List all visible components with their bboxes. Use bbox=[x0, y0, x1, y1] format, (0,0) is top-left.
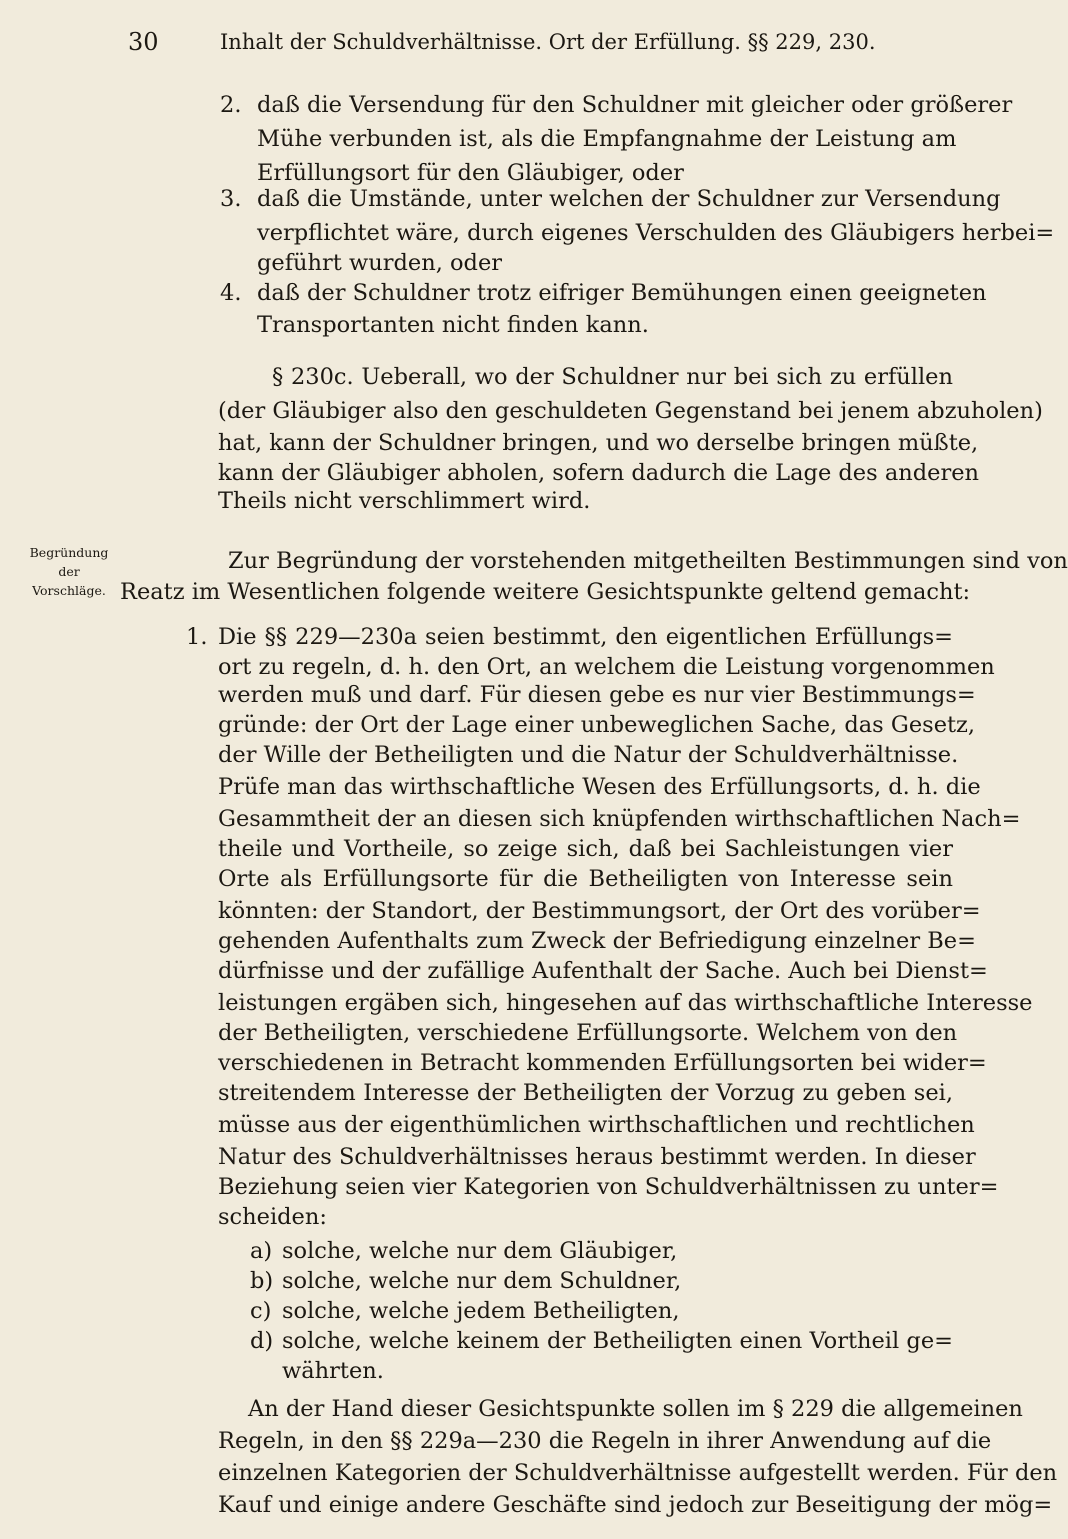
text-line: verpflichtet wäre, durch eigenes Verschulden des Gläubigers herbei= bbox=[257, 220, 1055, 246]
text-line: scheiden: bbox=[218, 1204, 327, 1230]
text-line: daß die Umstände, unter welchen der Schuldner zur Versendung bbox=[257, 186, 1001, 212]
text-line: kann der Gläubiger abholen, sofern dadurch die Lage des anderen bbox=[218, 460, 980, 486]
list-number: 2. bbox=[220, 92, 242, 118]
section-230c-heading-line: § 230c. Ueberall, wo der Schuldner nur bei sich zu erfüllen bbox=[272, 364, 953, 390]
category-letter: d) bbox=[250, 1328, 274, 1354]
page-header bbox=[128, 24, 876, 64]
category-line: solche, welche nur dem Gläubiger, bbox=[282, 1238, 678, 1264]
running-title: Inhalt der Schuldverhältnisse. Ort der Erfüllung. §§ 229, 230. bbox=[220, 30, 876, 54]
text-line: Kauf und einige andere Geschäfte sind jedoch zur Beseitigung der mög= bbox=[218, 1492, 1053, 1518]
text-line: theile und Vortheile, so zeige sich, daß bei Sachleistungen vier bbox=[218, 836, 953, 862]
margin-note-line: Vorschläge. bbox=[32, 583, 106, 598]
list-number: 1. bbox=[186, 624, 208, 650]
category-line: solche, welche keinem der Betheiligten einen Vortheil ge= bbox=[282, 1328, 953, 1354]
text-line: (der Gläubiger also den geschuldeten Gegenstand bei jenem abzuholen) bbox=[218, 398, 1043, 424]
text-line: Prüfe man das wirthschaftliche Wesen des Erfüllungsorts, d. h. die bbox=[218, 774, 981, 800]
text-line: einzelnen Kategorien der Schuldverhältnisse aufgestellt werden. Für den bbox=[218, 1460, 1058, 1486]
text-line: ort zu regeln, d. h. den Ort, an welchem die Leistung vorgenommen bbox=[218, 654, 995, 680]
margin-note-line: der bbox=[58, 564, 80, 579]
text-line: könnten: der Standort, der Bestimmungsort, der Ort des vorüber= bbox=[218, 898, 981, 924]
text-line: Theils nicht verschlimmert wird. bbox=[218, 488, 591, 514]
text-line: gehenden Aufenthalts zum Zweck der Befriedigung einzelner Be= bbox=[218, 928, 976, 954]
text-line: Die §§ 229—230a seien bestimmt, den eigentlichen Erfüllungs= bbox=[218, 624, 953, 650]
text-line: Reatz im Wesentlichen folgende weitere Gesichtspunkte geltend gemacht: bbox=[120, 579, 971, 605]
text-line: der Wille der Betheiligten und die Natur der Schuldverhältnisse. bbox=[218, 742, 959, 768]
text-line: werden muß und darf. Für diesen gebe es nur vier Bestimmungs= bbox=[218, 682, 976, 708]
text-line: dürfnisse und der zufällige Aufenthalt der Sache. Auch bei Dienst= bbox=[218, 958, 988, 984]
category-letter: c) bbox=[250, 1298, 272, 1324]
category-line: währten. bbox=[282, 1358, 384, 1384]
page-number: 30 bbox=[128, 28, 159, 56]
text-line: leistungen ergäben sich, hingesehen auf das wirthschaftliche Interesse bbox=[218, 990, 1033, 1016]
text-line: verschiedenen in Betracht kommenden Erfüllungsorten bei wider= bbox=[218, 1050, 987, 1076]
text-line: Mühe verbunden ist, als die Empfangnahme der Leistung am bbox=[257, 126, 957, 152]
list-number: 4. bbox=[220, 280, 242, 306]
category-letter: b) bbox=[250, 1268, 274, 1294]
text-line: An der Hand dieser Gesichtspunkte sollen im § 229 die allgemeinen bbox=[248, 1396, 1023, 1422]
text-line: Orte als Erfüllungsorte für die Betheiligten von Interesse sein bbox=[218, 866, 953, 892]
category-letter: a) bbox=[250, 1238, 273, 1264]
margin-note bbox=[14, 543, 124, 600]
text-line: gründe: der Ort der Lage einer unbeweglichen Sache, das Gesetz, bbox=[218, 712, 976, 738]
text-line: daß die Versendung für den Schuldner mit gleicher oder größerer bbox=[257, 92, 1013, 118]
text-line: geführt wurden, oder bbox=[257, 250, 503, 276]
text-line: Zur Begründung der vorstehenden mitgetheilten Bestimmungen sind von bbox=[228, 548, 1068, 574]
text-line: müsse aus der eigenthümlichen wirthschaftlichen und rechtlichen bbox=[218, 1112, 975, 1138]
category-line: solche, welche jedem Betheiligten, bbox=[282, 1298, 680, 1324]
text-line: hat, kann der Schuldner bringen, und wo derselbe bringen müßte, bbox=[218, 430, 979, 456]
text-line: Erfüllungsort für den Gläubiger, oder bbox=[257, 160, 684, 186]
text-line: streitendem Interesse der Betheiligten der Vorzug zu geben sei, bbox=[218, 1080, 953, 1106]
text-line: Beziehung seien vier Kategorien von Schuldverhältnissen zu unter= bbox=[218, 1174, 999, 1200]
text-line: daß der Schuldner trotz eifriger Bemühungen einen geeigneten bbox=[257, 280, 987, 306]
category-line: solche, welche nur dem Schuldner, bbox=[282, 1268, 682, 1294]
text-line: Transportanten nicht finden kann. bbox=[257, 312, 649, 338]
text-line: Regeln, in den §§ 229a—230 die Regeln in ihrer Anwendung auf die bbox=[218, 1428, 992, 1454]
list-number: 3. bbox=[220, 186, 242, 212]
text-line: der Betheiligten, verschiedene Erfüllungsorte. Welchem von den bbox=[218, 1020, 958, 1046]
text-line: Natur des Schuldverhältnisses heraus bestimmt werden. In dieser bbox=[218, 1144, 976, 1170]
margin-note-line: Begründung bbox=[29, 545, 109, 560]
text-line: Gesammtheit der an diesen sich knüpfenden wirthschaftlichen Nach= bbox=[218, 806, 1021, 832]
